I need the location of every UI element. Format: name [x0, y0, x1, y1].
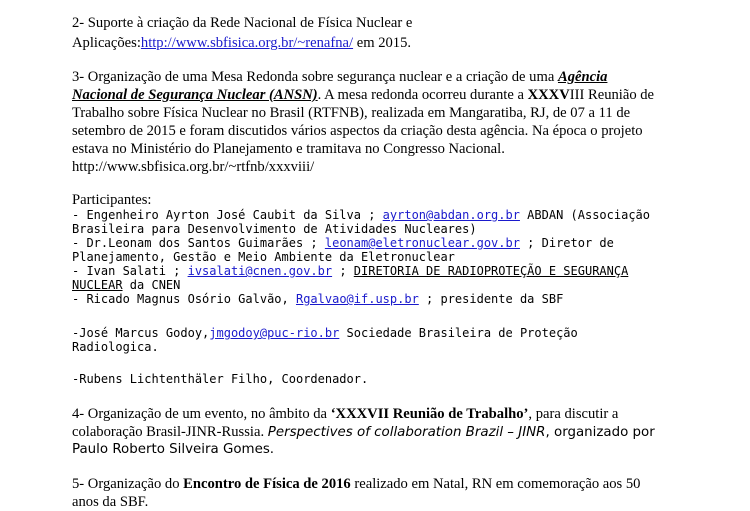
item4-text: Paulo Roberto Silveira Gomes.: [72, 442, 275, 457]
item4-line1: [72, 406, 618, 423]
participant-text: Sociedade Brasileira de Proteção: [339, 326, 578, 340]
participant-text: -José Marcus Godoy,: [72, 326, 210, 340]
item4-bold: ‘XXXVII Reunião de Trabalho’: [330, 406, 529, 422]
item3-line3: [72, 105, 630, 122]
participant-text: ;: [332, 264, 354, 278]
item5-text: 5- Organização do: [72, 476, 184, 492]
participant-text: - Dr.Leonam dos Santos Guimarães ;: [72, 236, 325, 250]
participant-text: Brasileira para Desenvolvimento de Atividades Nucleares): [72, 222, 477, 236]
item4-text: , para discutir a: [528, 406, 619, 422]
item3-text: . A mesa redonda ocorreu durante a: [317, 87, 528, 103]
ansn-title-part2: Nacional de Segurança Nuclear (ANSN): [72, 87, 318, 103]
participant-1-line2: [72, 222, 477, 236]
item3-line1: [72, 69, 607, 86]
participant-1-line1: [72, 208, 650, 222]
participant-text: ; Diretor de: [519, 236, 614, 250]
participant-text: da CNEN: [122, 278, 181, 292]
item3-text: 3- Organização de uma Mesa Redonda sobre segurança nuclear e a criação de uma: [72, 69, 558, 85]
participant-text: - Ricado Magnus Osório Galvão,: [72, 292, 296, 306]
item5-line2: [72, 494, 148, 511]
email-link-leonam[interactable]: leonam@eletronuclear.gov.br: [324, 236, 520, 250]
item3-text: estava no Ministério do Planejamento e tramitava no Congresso Nacional.: [72, 141, 505, 157]
item3-bold: XXXV: [527, 87, 570, 103]
participant-6-line1: [72, 372, 368, 386]
participant-2-line2: [72, 250, 455, 264]
participant-text: ABDAN (Associação: [519, 208, 650, 222]
item4-italic: Perspectives of collaboration Brazil – JINR: [267, 425, 546, 440]
item4-line3: [72, 442, 274, 457]
item3-line2: [72, 87, 654, 104]
item4-text: 4- Organização de um evento, no âmbito da: [72, 406, 331, 422]
participants-heading: [72, 192, 151, 209]
participant-text: Radiologica.: [72, 340, 159, 354]
rtfnb-url: http://www.sbfisica.org.br/~rtfnb/xxxviii/: [72, 159, 315, 175]
item5-text: anos da SBF.: [72, 494, 149, 510]
item4-text: , organizado por: [545, 425, 655, 440]
participant-4-line1: [72, 292, 563, 306]
participant-text: -Rubens Lichtenthäler Filho, Coordenador.: [72, 372, 369, 386]
item2-line2: [72, 35, 411, 52]
participant-text: ; presidente da SBF: [418, 292, 564, 306]
item5-text: realizado em Natal, RN em comemoração aos 50: [350, 476, 641, 492]
cnen-directorate: NUCLEAR: [72, 278, 123, 292]
item3-line5: [72, 141, 505, 158]
participant-5-line1: [72, 326, 578, 340]
participant-text: - Ivan Salati ;: [72, 264, 188, 278]
email-link-ayrton[interactable]: ayrton@abdan.org.br: [382, 208, 520, 222]
item3-line4: [72, 123, 643, 140]
item3-text: Trabalho sobre Física Nuclear no Brasil (RTFNB), realizada em Mangaratiba, RJ, de 07 a 11 de: [72, 105, 631, 121]
email-link-rgalvao[interactable]: Rgalvao@if.usp.br: [295, 292, 419, 306]
item2-text: 2- Suporte à criação da Rede Nacional de Física Nuclear e: [72, 15, 413, 31]
item5-bold: Encontro de Física de 2016: [183, 476, 351, 492]
participant-text: Planejamento, Gestão e Meio Ambiente da Eletronuclear: [72, 250, 455, 264]
item2-line1: [72, 15, 412, 32]
participants-heading-text: Participantes:: [72, 192, 152, 208]
item4-line2: [72, 424, 655, 441]
ansn-title-part1: Agência: [557, 69, 608, 85]
email-link-jmgodoy[interactable]: jmgodoy@puc-rio.br: [209, 326, 340, 340]
renafna-link[interactable]: http://www.sbfisica.org.br/~renafna/: [140, 35, 354, 51]
item3-line6: [72, 159, 314, 176]
participant-3-line2: [72, 278, 180, 292]
item3-text: setembro de 2015 e foram discutidos vários aspectos da criação desta agência. Na época o projeto: [72, 123, 643, 139]
cnen-directorate: DIRETORIA DE RADIOPROTEÇÃO E SEGURANÇA: [353, 264, 629, 278]
item4-text: colaboração Brasil-JINR-Russia.: [72, 424, 268, 440]
participant-text: - Engenheiro Ayrton José Caubit da Silva ;: [72, 208, 383, 222]
item3-text: III Reunião de: [569, 87, 655, 103]
participant-2-line1: [72, 236, 614, 250]
email-link-ivsalati[interactable]: ivsalati@cnen.gov.br: [187, 264, 333, 278]
participant-3-line1: [72, 264, 628, 278]
item2-suffix: em 2015.: [353, 35, 412, 51]
participant-5-line2: [72, 340, 159, 354]
item2-prefix: Aplicações:: [72, 35, 141, 51]
item5-line1: [72, 476, 640, 493]
